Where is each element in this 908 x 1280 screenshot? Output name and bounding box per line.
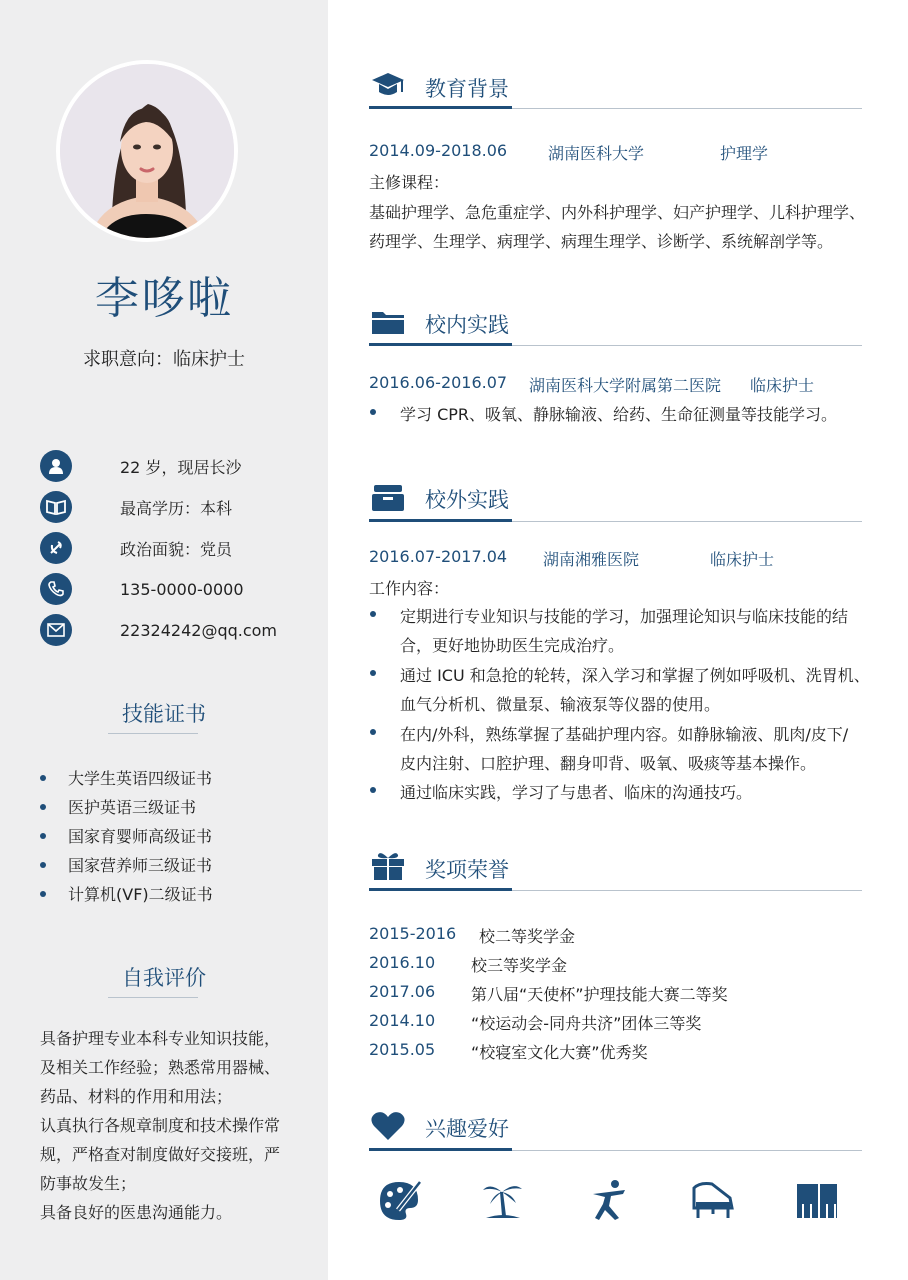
courses-line: 药理学、生理学、病理学、病理生理学、诊断学、系统解剖学等。 <box>369 232 834 251</box>
toolbox-icon <box>370 482 406 514</box>
dance-icon <box>585 1178 631 1224</box>
external-item-line: 皮内注射、口腔护理、翻身叩背、吸氧、吸痰等基本操作。 <box>400 754 817 773</box>
self-eval-line: 认真执行各规章制度和技术操作常 <box>40 1116 281 1135</box>
profile-photo <box>56 60 238 242</box>
hobbies-title: 兴趣爱好 <box>425 1117 509 1141</box>
self-eval-title: 自我评价 <box>122 966 206 990</box>
self-eval-line: 具备良好的医患沟通能力。 <box>40 1203 233 1222</box>
cert-item: 国家育婴师高级证书 <box>40 824 212 847</box>
bullet-icon <box>40 862 46 868</box>
external-item-line: 在内/外科，熟练掌握了基础护理内容。如静脉输液、肌肉/皮下/ <box>400 725 849 744</box>
campus-role: 临床护士 <box>750 376 815 395</box>
education-period: 2014.09-2018.06 <box>369 141 508 160</box>
external-item-line: 通过 ICU 和急抢的轮转，深入学习和掌握了例如呼吸机、洗胃机、 <box>400 666 870 685</box>
graduation-cap-icon <box>370 70 406 102</box>
info-political <box>40 531 233 565</box>
education-divider <box>369 106 512 109</box>
award-name: 第八届“天使杯”护理技能大赛二等奖 <box>471 985 728 1004</box>
job-intent: 求职意向：临床护士 <box>83 349 245 370</box>
award-year: 2014.10 <box>369 1011 436 1030</box>
beach-palm-icon <box>480 1178 526 1224</box>
award-name: 校二等奖学金 <box>479 927 576 946</box>
award-name: “校寝室文化大赛”优秀奖 <box>471 1043 648 1062</box>
self-eval-line: 药品、材料的作用和用法； <box>40 1087 233 1106</box>
campus-item: 学习 CPR、吸氧、静脉输液、给药、生命征测量等技能学习。 <box>400 405 838 424</box>
folder-icon <box>370 306 406 338</box>
cert-item: 计算机(VF)二级证书 <box>40 882 213 905</box>
education-title: 教育背景 <box>425 77 509 101</box>
info-political-text: 政治面貌：党员 <box>120 539 233 559</box>
bullet-icon <box>370 409 376 415</box>
bullet-icon <box>40 775 46 781</box>
awards-divider-thin <box>512 890 862 891</box>
bullet-icon <box>370 787 376 793</box>
candidate-name: 李哆啦 <box>95 273 233 324</box>
hobbies-divider <box>369 1148 512 1151</box>
info-email[interactable] <box>40 613 278 647</box>
external-place: 湖南湘雅医院 <box>543 550 640 569</box>
education-major: 护理学 <box>720 144 769 163</box>
external-item-line: 合，更好地协助医生完成治疗。 <box>400 636 625 655</box>
piano-icon <box>690 1178 736 1224</box>
self-eval-line: 防事故发生； <box>40 1174 137 1193</box>
mail-icon <box>40 614 72 646</box>
bullet-icon <box>370 729 376 735</box>
bullet-icon <box>40 804 46 810</box>
self-eval-line: 具备护理专业本科专业知识技能， <box>40 1029 281 1048</box>
phone-icon <box>40 573 72 605</box>
user-icon <box>40 450 72 482</box>
info-email-text[interactable]: 22324242@qq.com <box>120 620 278 640</box>
info-age-text: 22 岁，现居长沙 <box>120 457 242 477</box>
cert-item: 国家营养师三级证书 <box>40 853 212 876</box>
external-period: 2016.07-2017.04 <box>369 547 508 566</box>
external-item-line: 定期进行专业知识与技能的学习，加强理论知识与临床技能的结 <box>400 607 849 626</box>
sidebar <box>0 0 328 1280</box>
self-eval-line: 及相关工作经验；熟悉常用器械、 <box>40 1058 281 1077</box>
info-education-text: 最高学历：本科 <box>120 498 233 518</box>
award-name: 校三等奖学金 <box>471 956 568 975</box>
work-content-label: 工作内容： <box>369 579 450 598</box>
award-year: 2017.06 <box>369 982 436 1001</box>
award-year: 2016.10 <box>369 953 436 972</box>
education-school: 湖南医科大学 <box>548 144 645 163</box>
campus-divider-thin <box>512 345 862 346</box>
awards-title: 奖项荣誉 <box>425 858 509 882</box>
external-divider-thin <box>512 521 862 522</box>
info-age <box>40 449 242 483</box>
award-year: 2015.05 <box>369 1040 436 1059</box>
external-title: 校外实践 <box>425 488 509 512</box>
campus-divider <box>369 343 512 346</box>
award-year: 2015-2016 <box>369 924 457 943</box>
campus-period: 2016.06-2016.07 <box>369 373 508 392</box>
book-icon <box>40 491 72 523</box>
info-education <box>40 490 233 524</box>
painting-palette-icon <box>376 1178 422 1224</box>
info-phone[interactable] <box>40 572 244 606</box>
piano-keys-icon <box>794 1178 840 1224</box>
external-divider <box>369 519 512 522</box>
bullet-icon <box>40 891 46 897</box>
external-item-line: 血气分析机、微量泵、输液泵等仪器的使用。 <box>400 695 721 714</box>
self-eval-divider <box>108 997 198 998</box>
bullet-icon <box>370 611 376 617</box>
external-role: 临床护士 <box>710 550 775 569</box>
cert-item: 大学生英语四级证书 <box>40 766 212 789</box>
hobbies-divider-thin <box>512 1150 862 1151</box>
bullet-icon <box>370 670 376 676</box>
party-emblem-icon <box>40 532 72 564</box>
courses-line: 基础护理学、急危重症学、内外科护理学、妇产护理学、儿科护理学、 <box>369 203 866 222</box>
campus-title: 校内实践 <box>425 313 509 337</box>
courses-label: 主修课程： <box>369 173 450 192</box>
portrait-image <box>60 64 234 238</box>
gift-icon <box>370 850 406 882</box>
bullet-icon <box>40 833 46 839</box>
self-eval-line: 规，严格查对制度做好交接班，严 <box>40 1145 281 1164</box>
heart-icon <box>370 1110 406 1142</box>
education-divider-thin <box>512 108 862 109</box>
cert-item: 医护英语三级证书 <box>40 795 196 818</box>
campus-place: 湖南医科大学附属第二医院 <box>529 376 722 395</box>
awards-divider <box>369 888 512 891</box>
award-name: “校运动会-同舟共济”团体三等奖 <box>471 1014 702 1033</box>
skills-divider <box>108 733 198 734</box>
info-phone-text[interactable]: 135-0000-0000 <box>120 579 244 599</box>
skills-title: 技能证书 <box>122 702 206 726</box>
external-item-line: 通过临床实践，学习了与患者、临床的沟通技巧。 <box>400 783 753 802</box>
